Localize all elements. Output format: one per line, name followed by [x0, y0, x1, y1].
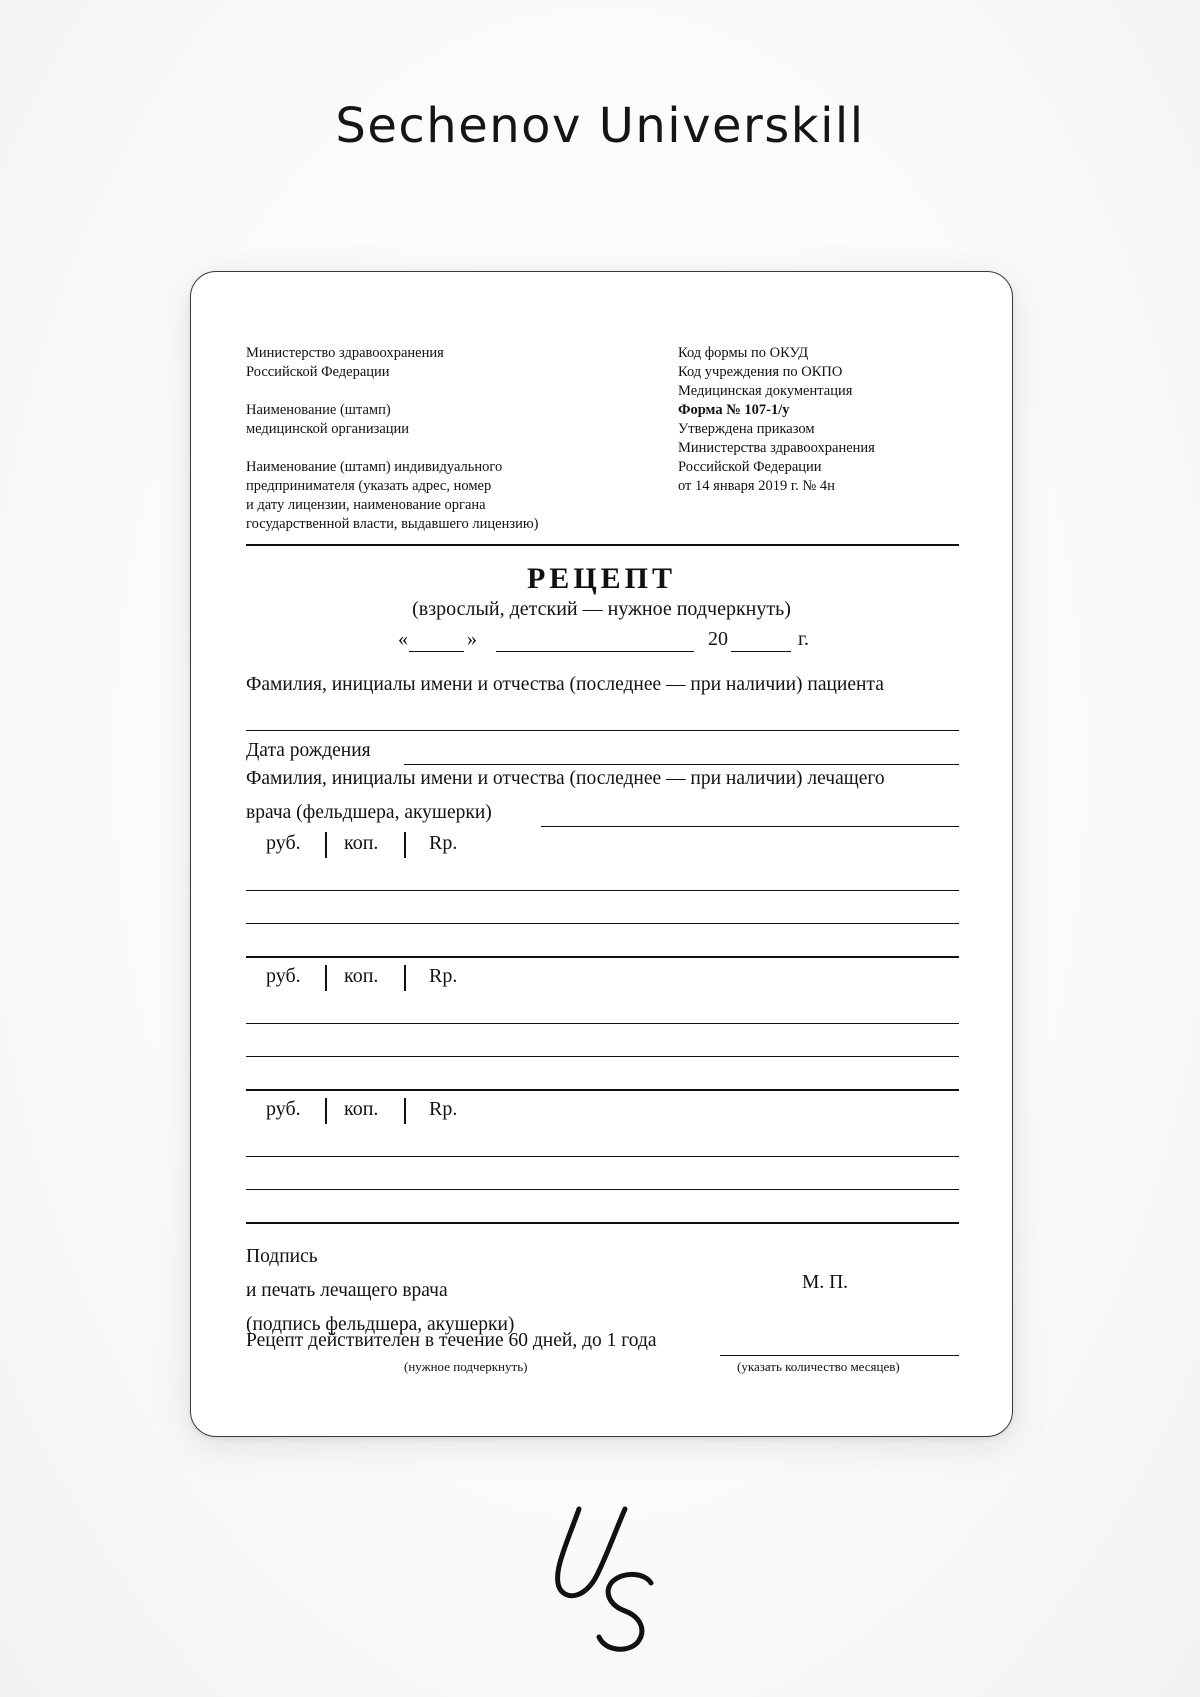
- validity-note-left: (нужное подчеркнуть): [404, 1359, 528, 1374]
- rx-block-3: [191, 1098, 1012, 1128]
- med-doc-label: Медицинская документация: [678, 383, 853, 399]
- validity-note-right: (указать количество месяцев): [737, 1359, 900, 1374]
- rx-2-divider: [246, 1089, 959, 1091]
- day-blank: [409, 651, 464, 652]
- month-blank: [496, 651, 694, 652]
- patient-blank: [246, 730, 959, 731]
- form-number: Форма № 107-1/у: [678, 402, 790, 418]
- approval-line-2: Министерства здравоохранения: [678, 440, 875, 456]
- rub-label: руб.: [266, 965, 301, 987]
- prescription-form: [191, 272, 1012, 1436]
- okpo-code: Код учреждения по ОКПО: [678, 364, 843, 380]
- date-line: [191, 628, 1012, 658]
- rp-label: Rp.: [429, 965, 458, 987]
- rx-separator: [404, 1098, 406, 1124]
- doctor-label-1: Фамилия, инициалы имени и отчества (последнее — при наличии) лечащего: [246, 768, 885, 789]
- rx-2-line-1: [246, 1023, 959, 1024]
- rx-block-1: [191, 832, 1012, 862]
- rx-3-line-1: [246, 1156, 959, 1157]
- rx-3-divider: [246, 1222, 959, 1224]
- header-divider: [246, 544, 959, 546]
- rub-label: руб.: [266, 1098, 301, 1120]
- ip-stamp-line-4: государственной власти, выдавшего лицензию): [246, 516, 539, 532]
- org-stamp-line-2: медицинской организации: [246, 421, 410, 437]
- universkill-logo: [545, 1505, 670, 1655]
- signature-line-1: Подпись: [246, 1246, 318, 1267]
- approval-line-4: от 14 января 2019 г. № 4н: [678, 478, 835, 494]
- rx-2-line-2: [246, 1056, 959, 1057]
- kop-label: коп.: [344, 1098, 379, 1120]
- doctor-blank: [541, 826, 959, 827]
- doctor-label-2: врача (фельдшера, акушерки): [246, 802, 492, 823]
- approval-line-1: Утверждена приказом: [678, 421, 815, 437]
- validity-text: Рецепт действителен в течение 60 дней, до 1 года: [246, 1330, 657, 1351]
- signature-line-2: и печать лечащего врача: [246, 1280, 448, 1301]
- rx-separator: [404, 965, 406, 991]
- ip-stamp-line-2: предпринимателя (указать адрес, номер: [246, 478, 492, 494]
- rp-label: Rp.: [429, 1098, 458, 1120]
- form-title: РЕЦЕПТ: [526, 562, 677, 595]
- stamp-place: М. П.: [802, 1272, 849, 1293]
- rub-label: руб.: [266, 832, 301, 854]
- year-suffix: г.: [798, 628, 809, 650]
- signature-line-3: (подпись фельдшера, акушерки): [246, 1314, 515, 1335]
- rx-separator: [325, 832, 327, 858]
- prescription-card: [190, 271, 1013, 1437]
- rx-separator: [404, 832, 406, 858]
- rx-3-line-2: [246, 1189, 959, 1190]
- date-open-quote: «: [398, 628, 408, 650]
- ip-stamp-line-1: Наименование (штамп) индивидуального: [246, 459, 503, 475]
- header-left: [246, 344, 539, 534]
- header-right: [678, 344, 875, 496]
- ministry-line-2: Российской Федерации: [246, 364, 390, 380]
- form-subtitle: (взрослый, детский — нужное подчеркнуть): [412, 598, 791, 620]
- rx-1-line-1: [246, 890, 959, 891]
- validity-blank: [720, 1355, 959, 1356]
- ministry-line-1: Министерство здравоохранения: [246, 345, 444, 361]
- approval-line-3: Российской Федерации: [678, 459, 822, 475]
- birth-label: Дата рождения: [246, 740, 371, 761]
- signature-block: [246, 1240, 514, 1342]
- rx-block-2: [191, 965, 1012, 995]
- rx-1-line-2: [246, 923, 959, 924]
- rx-separator: [325, 1098, 327, 1124]
- patient-label: Фамилия, инициалы имени и отчества (последнее — при наличии) пациента: [246, 674, 884, 695]
- kop-label: коп.: [344, 965, 379, 987]
- okud-code: Код формы по ОКУД: [678, 345, 809, 361]
- rx-1-divider: [246, 956, 959, 958]
- kop-label: коп.: [344, 832, 379, 854]
- rp-label: Rp.: [429, 832, 458, 854]
- org-stamp-line-1: Наименование (штамп): [246, 402, 391, 418]
- birth-blank: [404, 764, 959, 765]
- year-blank: [731, 651, 791, 652]
- rx-separator: [325, 965, 327, 991]
- brand-title: Sechenov Universkill: [335, 98, 865, 154]
- date-close-quote: »: [467, 628, 477, 650]
- ip-stamp-line-3: и дату лицензии, наименование органа: [246, 497, 486, 513]
- year-prefix: 20: [708, 628, 728, 650]
